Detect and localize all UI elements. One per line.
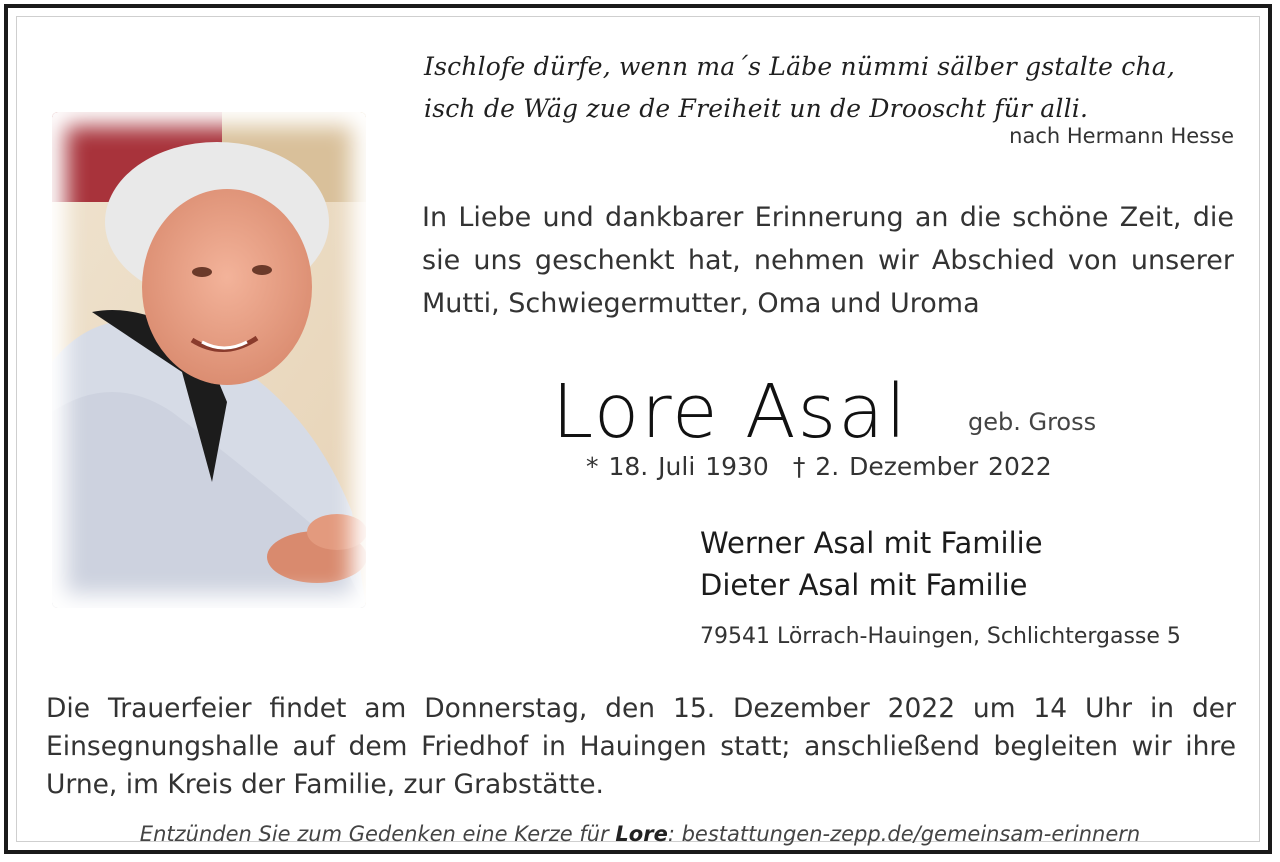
- family-line-1: Werner Asal mit Familie: [700, 526, 1043, 560]
- intro-text: In Liebe und dankbarer Erinnerung an die schöne Zeit, die sie uns geschenkt hat, nehmen wir Abschied von unserer Mutti, Schwiegermutter, Oma und Uroma: [422, 202, 1234, 319]
- quote-line-2: isch de Wäg zue de Freiheit un de Drooscht für alli.: [424, 94, 1089, 123]
- footer-name: Lore: [615, 822, 668, 846]
- life-dates: [586, 452, 1052, 481]
- portrait-photo: [52, 112, 366, 608]
- memorial-footer: [0, 822, 1280, 846]
- funeral-service-info: Die Trauerfeier findet am Donnerstag, den 15. Dezember 2022 um 14 Uhr in der Einsegnungshalle auf dem Friedhof in Hauingen statt; anschließend begleiten wir ihre Urne, im Kreis der Familie, zur Grabstätte.: [46, 693, 1236, 800]
- birth-name: geb. Gross: [968, 408, 1097, 436]
- footer-link[interactable]: : bestattungen-zepp.de/gemeinsam-erinnern: [667, 822, 1141, 846]
- quote-source: nach Hermann Hesse: [1009, 124, 1234, 148]
- quote-line-1: Ischlofe dürfe, wenn ma´s Läbe nümmi sälber gstalte cha,: [424, 52, 1176, 81]
- dialect-quote: [424, 46, 1234, 130]
- mourning-family: [700, 522, 1043, 606]
- deceased-name: Lore Asal: [552, 369, 909, 455]
- family-line-2: Dieter Asal mit Familie: [700, 568, 1028, 602]
- birth-date: * 18. Juli 1930: [586, 452, 769, 481]
- death-date: † 2. Dezember 2022: [792, 452, 1052, 481]
- footer-prefix: Entzünden Sie zum Gedenken eine Kerze für: [139, 822, 609, 846]
- portrait-illustration: [52, 112, 366, 608]
- family-address: 79541 Lörrach-Hauingen, Schlichtergasse 5: [700, 624, 1181, 649]
